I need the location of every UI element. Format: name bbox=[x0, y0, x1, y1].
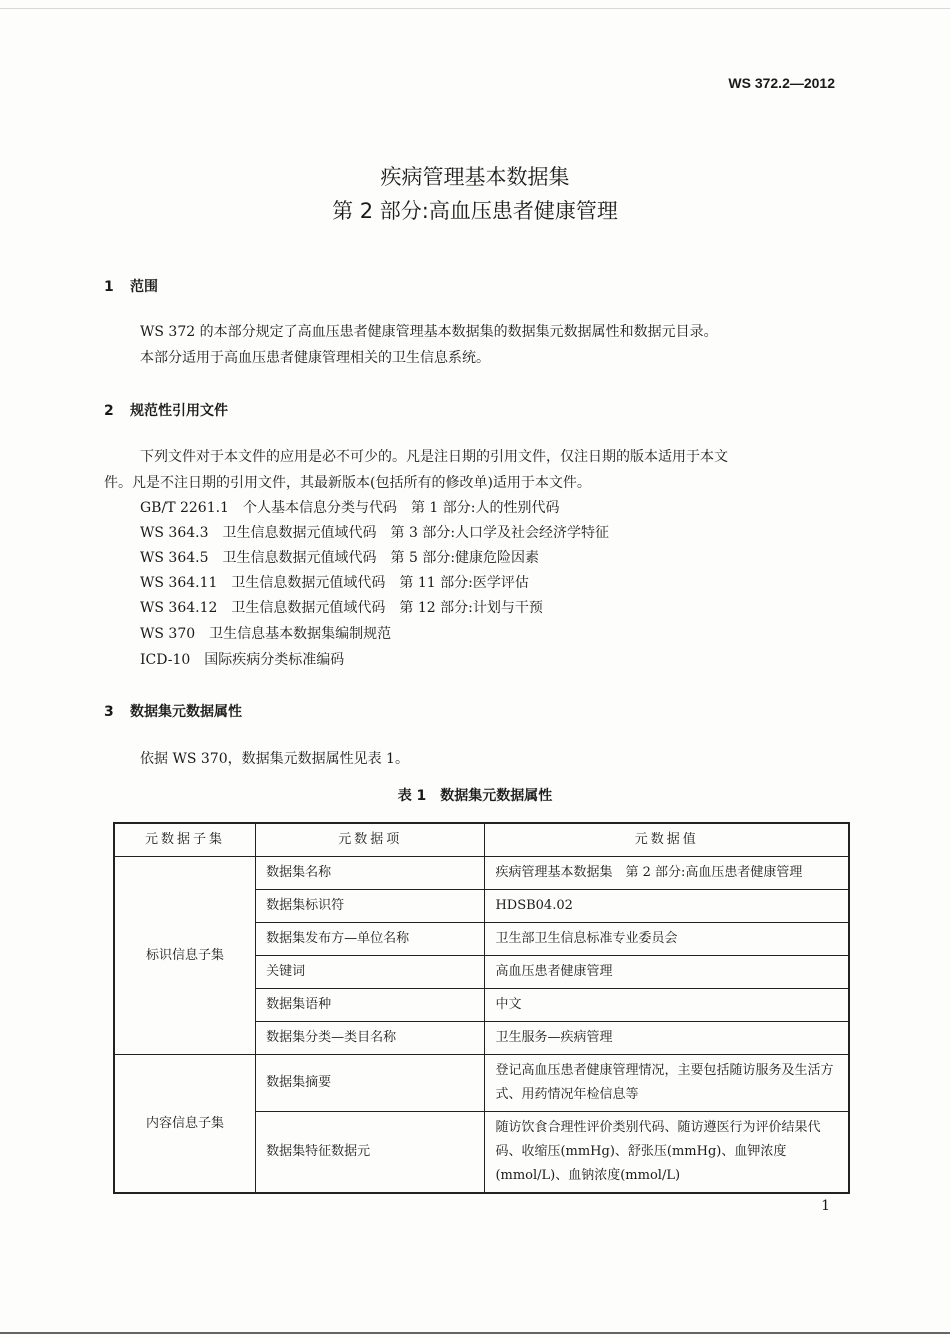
document-title-line2: 第 2 部分:高血压患者健康管理 bbox=[332, 199, 618, 223]
column-header: 元数据项 bbox=[256, 823, 485, 857]
section-2-heading bbox=[104, 400, 228, 420]
subset-cell: 内容信息子集 bbox=[114, 1055, 256, 1194]
reference-item: WS 364.12 卫生信息数据元值域代码 第 12 部分:计划与干预 bbox=[140, 600, 543, 616]
item-cell: 数据集发布方—单位名称 bbox=[256, 923, 485, 956]
reference-item: WS 370 卫生信息基本数据集编制规范 bbox=[140, 626, 392, 642]
paragraph: WS 372 的本部分规定了高血压患者健康管理基本数据集的数据集元数据属性和数据元目录。 bbox=[140, 324, 718, 340]
value-cell: 疾病管理基本数据集 第 2 部分:高血压患者健康管理 bbox=[485, 857, 849, 890]
item-cell: 数据集名称 bbox=[256, 857, 485, 890]
item-cell: 数据集标识符 bbox=[256, 890, 485, 923]
item-cell: 数据集特征数据元 bbox=[256, 1112, 485, 1194]
table-header-row bbox=[114, 823, 849, 857]
reference-item: WS 364.5 卫生信息数据元值域代码 第 5 部分:健康危险因素 bbox=[140, 550, 540, 566]
section-number: 2 bbox=[104, 403, 114, 419]
section-number: 3 bbox=[104, 704, 114, 720]
standard-code: WS 372.2—2012 bbox=[728, 75, 835, 91]
paragraph: 下列文件对于本文件的应用是必不可少的。凡是注日期的引用文件，仅注日期的版本适用于本文 bbox=[140, 449, 728, 465]
section-1-heading bbox=[104, 276, 158, 296]
page-number: 1 bbox=[821, 1198, 830, 1214]
reference-item: GB/T 2261.1 个人基本信息分类与代码 第 1 部分:人的性别代码 bbox=[140, 500, 560, 516]
document-title-line1: 疾病管理基本数据集 bbox=[380, 165, 570, 189]
value-cell: 随访饮食合理性评价类别代码、随访遵医行为评价结果代码、收缩压(mmHg)、舒张压(mmHg)、血钾浓度(mmol/L)、血钠浓度(mmol/L) bbox=[485, 1112, 849, 1194]
section-title: 数据集元数据属性 bbox=[130, 704, 242, 720]
section-3-heading bbox=[104, 701, 242, 721]
section-number: 1 bbox=[104, 279, 114, 295]
value-cell: 卫生部卫生信息标准专业委员会 bbox=[485, 923, 849, 956]
reference-item: ICD-10 国际疾病分类标准编码 bbox=[140, 652, 345, 668]
table-row bbox=[114, 1055, 849, 1112]
column-header: 元数据子集 bbox=[114, 823, 256, 857]
paragraph: 本部分适用于高血压患者健康管理相关的卫生信息系统。 bbox=[140, 350, 490, 366]
scan-edge-top bbox=[0, 8, 950, 9]
item-cell: 数据集语种 bbox=[256, 989, 485, 1022]
column-header: 元数据值 bbox=[485, 823, 849, 857]
reference-item: WS 364.11 卫生信息数据元值域代码 第 11 部分:医学评估 bbox=[140, 575, 529, 591]
section-title: 范围 bbox=[130, 279, 158, 295]
value-cell: 高血压患者健康管理 bbox=[485, 956, 849, 989]
value-cell: 卫生服务—疾病管理 bbox=[485, 1022, 849, 1055]
item-cell: 关键词 bbox=[256, 956, 485, 989]
value-cell: HDSB04.02 bbox=[485, 890, 849, 923]
table-row bbox=[114, 857, 849, 890]
value-cell: 登记高血压患者健康管理情况，主要包括随访服务及生活方式、用药情况年检信息等 bbox=[485, 1055, 849, 1112]
paragraph: 依据 WS 370，数据集元数据属性见表 1。 bbox=[140, 751, 409, 767]
section-title: 规范性引用文件 bbox=[130, 403, 228, 419]
metadata-table bbox=[113, 822, 850, 1194]
item-cell: 数据集分类—类目名称 bbox=[256, 1022, 485, 1055]
item-cell: 数据集摘要 bbox=[256, 1055, 485, 1112]
value-cell: 中文 bbox=[485, 989, 849, 1022]
table-caption: 表 1 数据集元数据属性 bbox=[397, 788, 553, 804]
paragraph: 件。凡是不注日期的引用文件，其最新版本(包括所有的修改单)适用于本文件。 bbox=[104, 475, 591, 491]
scan-edge-bottom bbox=[0, 1332, 950, 1334]
reference-item: WS 364.3 卫生信息数据元值域代码 第 3 部分:人口学及社会经济学特征 bbox=[140, 525, 610, 541]
subset-cell: 标识信息子集 bbox=[114, 857, 256, 1055]
